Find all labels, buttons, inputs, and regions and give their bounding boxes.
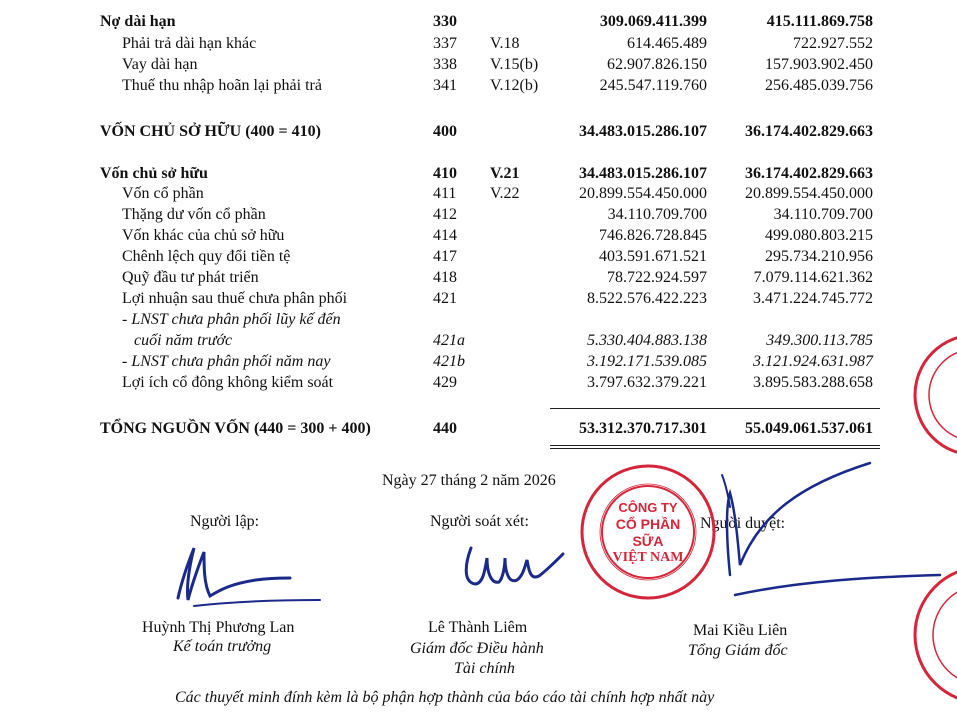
row-value-prior: 36.174.402.829.663 [745, 123, 873, 140]
table-row [0, 75, 957, 96]
row-code: 440 [433, 420, 457, 437]
row-value-prior: 3.471.224.745.772 [753, 290, 873, 307]
row-code: 414 [433, 227, 457, 244]
row-value-prior: 256.485.039.756 [765, 77, 873, 94]
row-code: 412 [433, 206, 457, 223]
row-value-current: 3.192.171.539.085 [587, 353, 707, 370]
row-code: 429 [433, 374, 457, 391]
table-row [0, 163, 957, 184]
row-value-current: 3.797.632.379.221 [587, 374, 707, 391]
partial-stamp-lower [905, 560, 957, 710]
row-value-prior: 415.111.869.758 [766, 13, 873, 30]
row-value-current: 34.483.015.286.107 [579, 165, 707, 182]
row-code: 418 [433, 269, 457, 286]
table-row [0, 330, 957, 351]
approver-name: Mai Kiều Liên [693, 622, 788, 639]
row-note: V.22 [490, 185, 520, 202]
row-value-prior: 3.121.924.631.987 [753, 353, 873, 370]
reviewer-signature [455, 538, 570, 596]
row-note: V.18 [490, 35, 520, 52]
row-value-current: 34.110.709.700 [607, 206, 707, 223]
total-divider-bottom [550, 445, 880, 446]
table-row [0, 267, 957, 288]
table-row [0, 372, 957, 393]
table-row [0, 246, 957, 267]
row-label: Nợ dài hạn [100, 13, 176, 30]
row-value-current: 78.722.924.597 [607, 269, 707, 286]
total-divider-top [550, 408, 880, 409]
approver-role: Người duyệt: [700, 515, 786, 532]
row-note: V.12(b) [490, 77, 539, 94]
row-value-current: 62.907.826.150 [607, 56, 707, 73]
table-row [0, 204, 957, 225]
preparer-signature [160, 540, 330, 612]
row-code: 341 [433, 77, 457, 94]
table-row [0, 183, 957, 204]
row-value-current: 746.826.728.845 [599, 227, 707, 244]
row-value-prior: 295.734.210.956 [765, 248, 873, 265]
table-row [0, 121, 957, 142]
preparer-role: Người lập: [190, 513, 260, 530]
reviewer-title: Giám đốc Điều hành [410, 640, 544, 657]
stamp-line-3: SỮA [632, 533, 664, 549]
row-value-current: 20.899.554.450.000 [579, 185, 707, 202]
row-value-current: 53.312.370.717.301 [579, 420, 707, 437]
table-row [0, 33, 957, 54]
stamp-rings [578, 462, 718, 602]
stamp-line-1: CÔNG TY [618, 500, 678, 515]
table-row [0, 351, 957, 372]
row-value-current: 403.591.671.521 [599, 248, 707, 265]
row-label: Thuế thu nhập hoãn lại phải trả [122, 77, 322, 94]
table-row [0, 309, 957, 330]
row-value-prior: 157.903.902.450 [765, 56, 873, 73]
row-value-prior: 3.895.583.288.658 [753, 374, 873, 391]
approver-title: Tổng Giám đốc [688, 642, 788, 659]
preparer-name: Huỳnh Thị Phương Lan [142, 619, 295, 636]
row-value-current: 309.069.411.399 [599, 13, 707, 30]
preparer-title: Kế toán trưởng [173, 638, 272, 655]
partial-stamp-upper [905, 330, 957, 460]
row-label: VỐN CHỦ SỞ HỮU (400 = 410) [100, 123, 321, 140]
stamp-line-4: VIỆT NAM [612, 550, 684, 565]
row-label: cuối năm trước [134, 332, 233, 349]
reviewer-role: Người soát xét: [430, 513, 529, 530]
row-code: 421 [433, 290, 457, 307]
row-value-current: 614.465.489 [627, 35, 707, 52]
row-code: 421b [433, 353, 465, 370]
row-code: 330 [433, 13, 457, 30]
row-value-prior: 722.927.552 [793, 35, 873, 52]
row-code: 410 [433, 165, 457, 182]
row-code: 417 [433, 248, 457, 265]
row-value-prior: 20.899.554.450.000 [745, 185, 873, 202]
row-label: TỔNG NGUỒN VỐN (440 = 300 + 400) [100, 420, 371, 437]
table-row [0, 54, 957, 75]
row-value-current: 5.330.404.883.138 [587, 332, 707, 349]
company-stamp [578, 462, 718, 602]
row-label: Phải trả dài hạn khác [122, 35, 257, 52]
row-value-current: 8.522.576.422.223 [587, 290, 707, 307]
row-label: Vốn khác của chủ sở hữu [122, 227, 285, 244]
signing-date: Ngày 27 tháng 2 năm 2026 [382, 472, 556, 489]
row-value-current: 34.483.015.286.107 [579, 123, 707, 140]
stamp-line-2: CỔ PHẦN [615, 516, 681, 532]
row-value-prior: 34.110.709.700 [773, 206, 873, 223]
row-label: - LNST chưa phân phối năm nay [122, 353, 331, 370]
row-label: Lợi nhuận sau thuế chưa phân phối [122, 290, 348, 307]
row-code: 400 [433, 123, 457, 140]
row-label: - LNST chưa phân phối lũy kế đến [122, 311, 341, 328]
row-label: Vay dài hạn [122, 56, 198, 73]
row-code: 337 [433, 35, 457, 52]
table-row [0, 225, 957, 246]
row-label: Lợi ích cổ đông không kiểm soát [122, 374, 334, 391]
reviewer-name: Lê Thành Liêm [428, 619, 528, 636]
row-value-prior: 36.174.402.829.663 [745, 165, 873, 182]
row-label: Chênh lệch quy đổi tiền tệ [122, 248, 291, 265]
row-value-current: 245.547.119.760 [599, 77, 707, 94]
total-divider-bottom-double [550, 448, 880, 449]
row-note: V.21 [490, 165, 520, 182]
row-code: 411 [433, 185, 457, 202]
reviewer-title-line2: Tài chính [454, 660, 515, 677]
row-code: 338 [433, 56, 457, 73]
row-value-prior: 499.080.803.215 [765, 227, 873, 244]
row-note: V.15(b) [490, 56, 539, 73]
table-row [0, 418, 957, 439]
footer-note: Các thuyết minh đính kèm là bộ phận hợp thành của báo cáo tài chính hợp nhất này [175, 689, 715, 706]
row-label: Vốn chủ sở hữu [100, 165, 208, 182]
row-label: Vốn cổ phần [122, 185, 204, 202]
row-value-prior: 349.300.113.785 [766, 332, 873, 349]
row-code: 421a [433, 332, 465, 349]
row-value-prior: 7.079.114.621.362 [753, 269, 873, 286]
row-value-prior: 55.049.061.537.061 [745, 420, 873, 437]
row-label: Quỹ đầu tư phát triển [122, 269, 259, 286]
row-label: Thặng dư vốn cổ phần [122, 206, 266, 223]
table-row [0, 11, 957, 32]
table-row [0, 288, 957, 309]
